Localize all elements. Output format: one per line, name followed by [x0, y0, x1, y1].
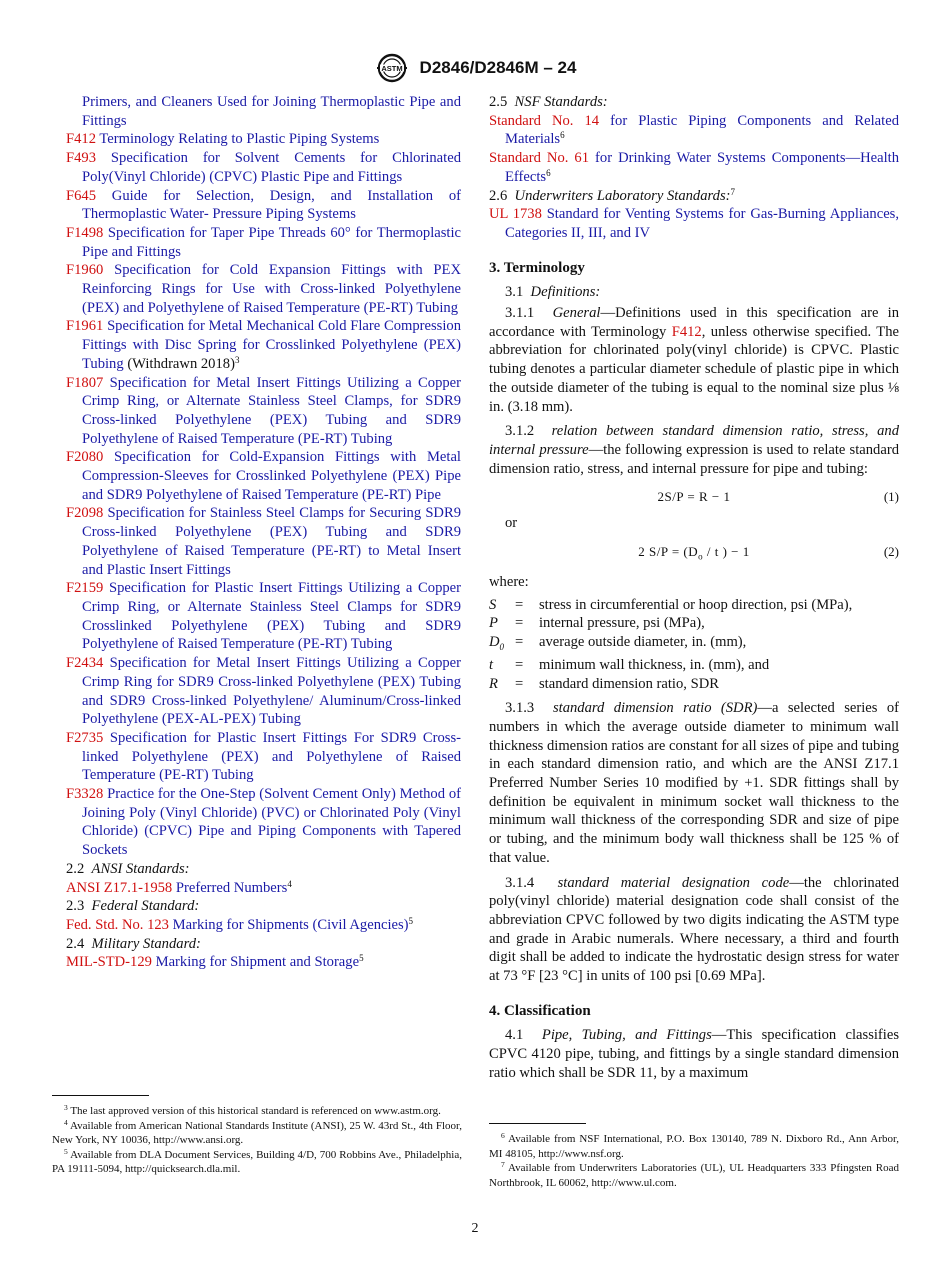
variable-list [489, 596, 899, 693]
reference-item[interactable]: MIL-STD-129 Marking for Shipment and Storage$^5$ [66, 953, 364, 971]
reference-item[interactable]: F3328 Practice for the One-Step (Solvent Cement Only) Method of Joining Poly (Vinyl Chloride) (PVC) or Chlorinated Poly (Vinyl Chloride) (CPVC) Pipe and Piping Components with Tapered Sockets [66, 786, 461, 859]
paragraph-3-1-4: 3.1.4 standard material designation code—the chlorinated poly(vinyl chloride) material designation code shall consist of the abbreviation CPVC followed by two digits indicating the ASTM type and grade in Arabic numerals. Where necessary, a third and fourth digit shall be added to indicate the hydrostatic design stress for water at 73 °F [23 °C] in units of 100 psi [0.69 MPa]. [489, 874, 900, 985]
reference-link[interactable]: F412 [671, 323, 702, 340]
variable-definition: P = internal pressure, psi (MPa), [489, 615, 705, 632]
reference-item[interactable]: F1961 Specification for Metal Mechanical Cold Flare Compression Fittings with Disc Spring for Crosslinked Polyethylene (PEX) Tubing (Withdrawn 2018)$^3$ [66, 318, 461, 372]
reference-item[interactable]: F1498 Specification for Taper Pipe Threads 60° for Thermoplastic Pipe and Fittings [66, 224, 462, 260]
reference-item[interactable]: Fed. Std. No. 123 Marking for Shipments (Civil Agencies)$^5$ [66, 915, 414, 933]
reference-item[interactable]: F1807 Specification for Metal Insert Fittings Utilizing a Copper Crimp Ring, or Alternate Stainless Steel Clamps, for SDR9 Cross-linked Polyethylene (PEX) Tubing and SDR9 Polyethylene of Raised Temperature (PE-RT) Tubing [66, 374, 461, 447]
section-heading: 4. Classification [489, 1002, 591, 1019]
variable-definition: S = stress in circumferential or hoop direction, psi (MPa), [489, 596, 853, 613]
footnote: $^4$ Available from American National Standards Institute (ANSI), 25 W. 43rd St., 4th Floor, New York, NY 10036, http://www.ansi.org. [52, 1117, 462, 1147]
ansi-standards-heading: 2.2 ANSI Standards: [66, 860, 190, 877]
paragraph-3-1-1: 3.1.1 General—Definitions used in this specification are in accordance with Terminology F412, unless otherwise specified. The abbreviation for chlorinated poly(vinyl chloride) is CPVC. Plastic tubing denotes a particular diameter schedule of plastic pipe in which the outside diameter of the tubing is equal to the nominal size plus ⅛ in. (3.18 mm). [489, 305, 899, 415]
reference-item[interactable]: ANSI Z17.1-1958 Preferred Numbers$^4$ [66, 878, 292, 896]
reference-item[interactable]: F1960 Specification for Cold Expansion Fittings with PEX Reinforcing Rings for Use with Cross-linked Polyethylene (PEX) and Polyethylene of Raised Temperature (PE-RT) Tubing [66, 262, 461, 316]
where-label: where: [489, 574, 529, 591]
reference-item[interactable]: Standard No. 14 for Plastic Piping Components and Related Materials$^6$ [489, 112, 899, 148]
reference-item[interactable]: F412 Terminology Relating to Plastic Piping Systems [66, 131, 380, 148]
nsf-standards-heading: 2.5 NSF Standards: [489, 94, 608, 110]
svg-text:ASTM: ASTM [380, 64, 403, 73]
paragraph-3-1-2: 3.1.2 relation between standard dimension ratio, stress, and internal pressure—the following expression is used to relate standard dimension ratio, stress, and internal pressure for pipe and tubing: [489, 423, 899, 477]
document-designation: D2846/D2846M – 24 [419, 58, 577, 77]
footnotes-left [52, 1104, 462, 1177]
footnotes-right [489, 1132, 899, 1190]
section-heading: 3. Terminology [489, 259, 585, 276]
reference-item[interactable]: F2434 Specification for Metal Insert Fittings Utilizing a Copper Crimp Ring for SDR9 Cross-linked Polyethylene (PEX) Tubing and SDR9 Cross-linked Polyethylene/ Aluminum/Cross-linked Polyethylene (PEX-AL-PEX) Tubing [66, 655, 461, 728]
page-number: 2 [471, 1221, 479, 1236]
variable-definition: $D_0$ = average outside diameter, in. (mm), [489, 633, 747, 652]
equation-2: 2 $S/P = (D_o / t$ ) − 1 (2) [638, 544, 899, 562]
federal-standards-heading: 2.3 Federal Standard: [66, 898, 200, 915]
footnote: $^7$ Available from Underwriters Laboratories (UL), UL Headquarters 333 Pfingsten Road Northbrook, IL 60062, http://www.ul.com. [489, 1160, 899, 1189]
footnote: $^3$ The last approved version of this historical standard is referenced on www.astm.org. [64, 1103, 441, 1117]
footnote-rule [489, 1123, 586, 1124]
military-standards-heading: 2.4 Military Standard: [66, 935, 201, 952]
equation-1: 2S/P = R − 1 (1) [657, 489, 899, 505]
or-text: or [505, 515, 518, 532]
reference-item[interactable]: F2080 Specification for Cold-Expansion Fittings with Metal Compression-Sleeves for Crosslinked Polyethylene (PEX) Pipe and SDR9 Polyethylene of Raised Temperature (PE-RT) Pipe [66, 449, 461, 503]
left-column [66, 93, 461, 972]
footnote: $^5$ Available from DLA Document Services, Building 4/D, 700 Robbins Ave., Philadelphia, PA 19111-5094, http://quicksearch.dla.mil. [52, 1146, 462, 1176]
reference-item[interactable]: F493 Specification for Solvent Cements for Chlorinated Poly(Vinyl Chloride) (CPVC) Plastic Pipe and Fittings [66, 150, 461, 185]
reference-item[interactable]: F645 Guide for Selection, Design, and Installation of Thermoplastic Water- Pressure Piping Systems [66, 187, 461, 223]
variable-definition: t = minimum wall thickness, in. (mm), and [489, 657, 770, 674]
page-header [0, 52, 950, 84]
paragraph-4-1: 4.1 Pipe, Tubing, and Fittings—This specification classifies CPVC 4120 pipe, tubing, and fittings by a single standard dimension ratio which shall be SDR 11, by a maximum [489, 1027, 900, 1081]
reference-item[interactable]: F2098 Specification for Stainless Steel Clamps for Securing SDR9 Cross-linked Polyethylene (PEX) Tubing and SDR9 Polyethylene of Raised Temperature (PE-RT) to Metal Insert and Plastic Insert Fittings [66, 505, 461, 578]
right-column [489, 93, 899, 1083]
reference-item[interactable]: Primers, and Cleaners Used for Joining Thermoplastic Pipe and Fittings [82, 94, 461, 129]
reference-item[interactable]: F2159 Specification for Plastic Insert Fittings Utilizing a Copper Crimp Ring, or Alternate Stainless Steel Clamps for SDR9 Crosslinked Polyethylene (PEX) Tubing and SDR9 Polyethylene of Raised Temperature (PE-RT) Tubing [66, 580, 461, 653]
paragraph-3-1-3: 3.1.3 standard dimension ratio (SDR)—a selected series of numbers in which the average outside diameter to minimum wall thickness dimension ratios are constant for all sizes of pipe and tubing in each standard dimension ratio, and which are the ANSI Z17.1 Preferred Number Series 10 modified by +1. SDR fittings shall by definition be equivalent in minimum socket wall thickness to the minimum wall thickness of the corresponding SDR and size of pipe or tubing, and the minimum body wall thickness shall be 125 % of that value. [489, 700, 900, 866]
variable-definition: R = standard dimension ratio, SDR [489, 675, 719, 692]
reference-item[interactable]: UL 1738 Standard for Venting Systems for Gas-Burning Appliances, Categories II, III, and IV [489, 206, 899, 241]
footnote-rule [52, 1095, 149, 1096]
reference-item[interactable]: F2735 Specification for Plastic Insert Fittings For SDR9 Cross-linked Polyethylene (PEX) and Polyethylene of Raised Temperature (PE-RT) Tubing [66, 729, 461, 784]
astm-logo-icon [374, 52, 410, 84]
footnote: $^6$ Available from NSF International, P.O. Box 130140, 789 N. Dixboro Rd., Ann Arbor, MI 48105, http://www.nsf.org. [489, 1131, 899, 1160]
ul-standards-heading: 2.6 Underwriters Laboratory Standards:$^7$ [489, 186, 735, 204]
reference-item[interactable]: Standard No. 61 for Drinking Water Systems Components—Health Effects$^6$ [489, 150, 899, 185]
subsection-heading: 3.1 Definitions: [505, 284, 601, 301]
